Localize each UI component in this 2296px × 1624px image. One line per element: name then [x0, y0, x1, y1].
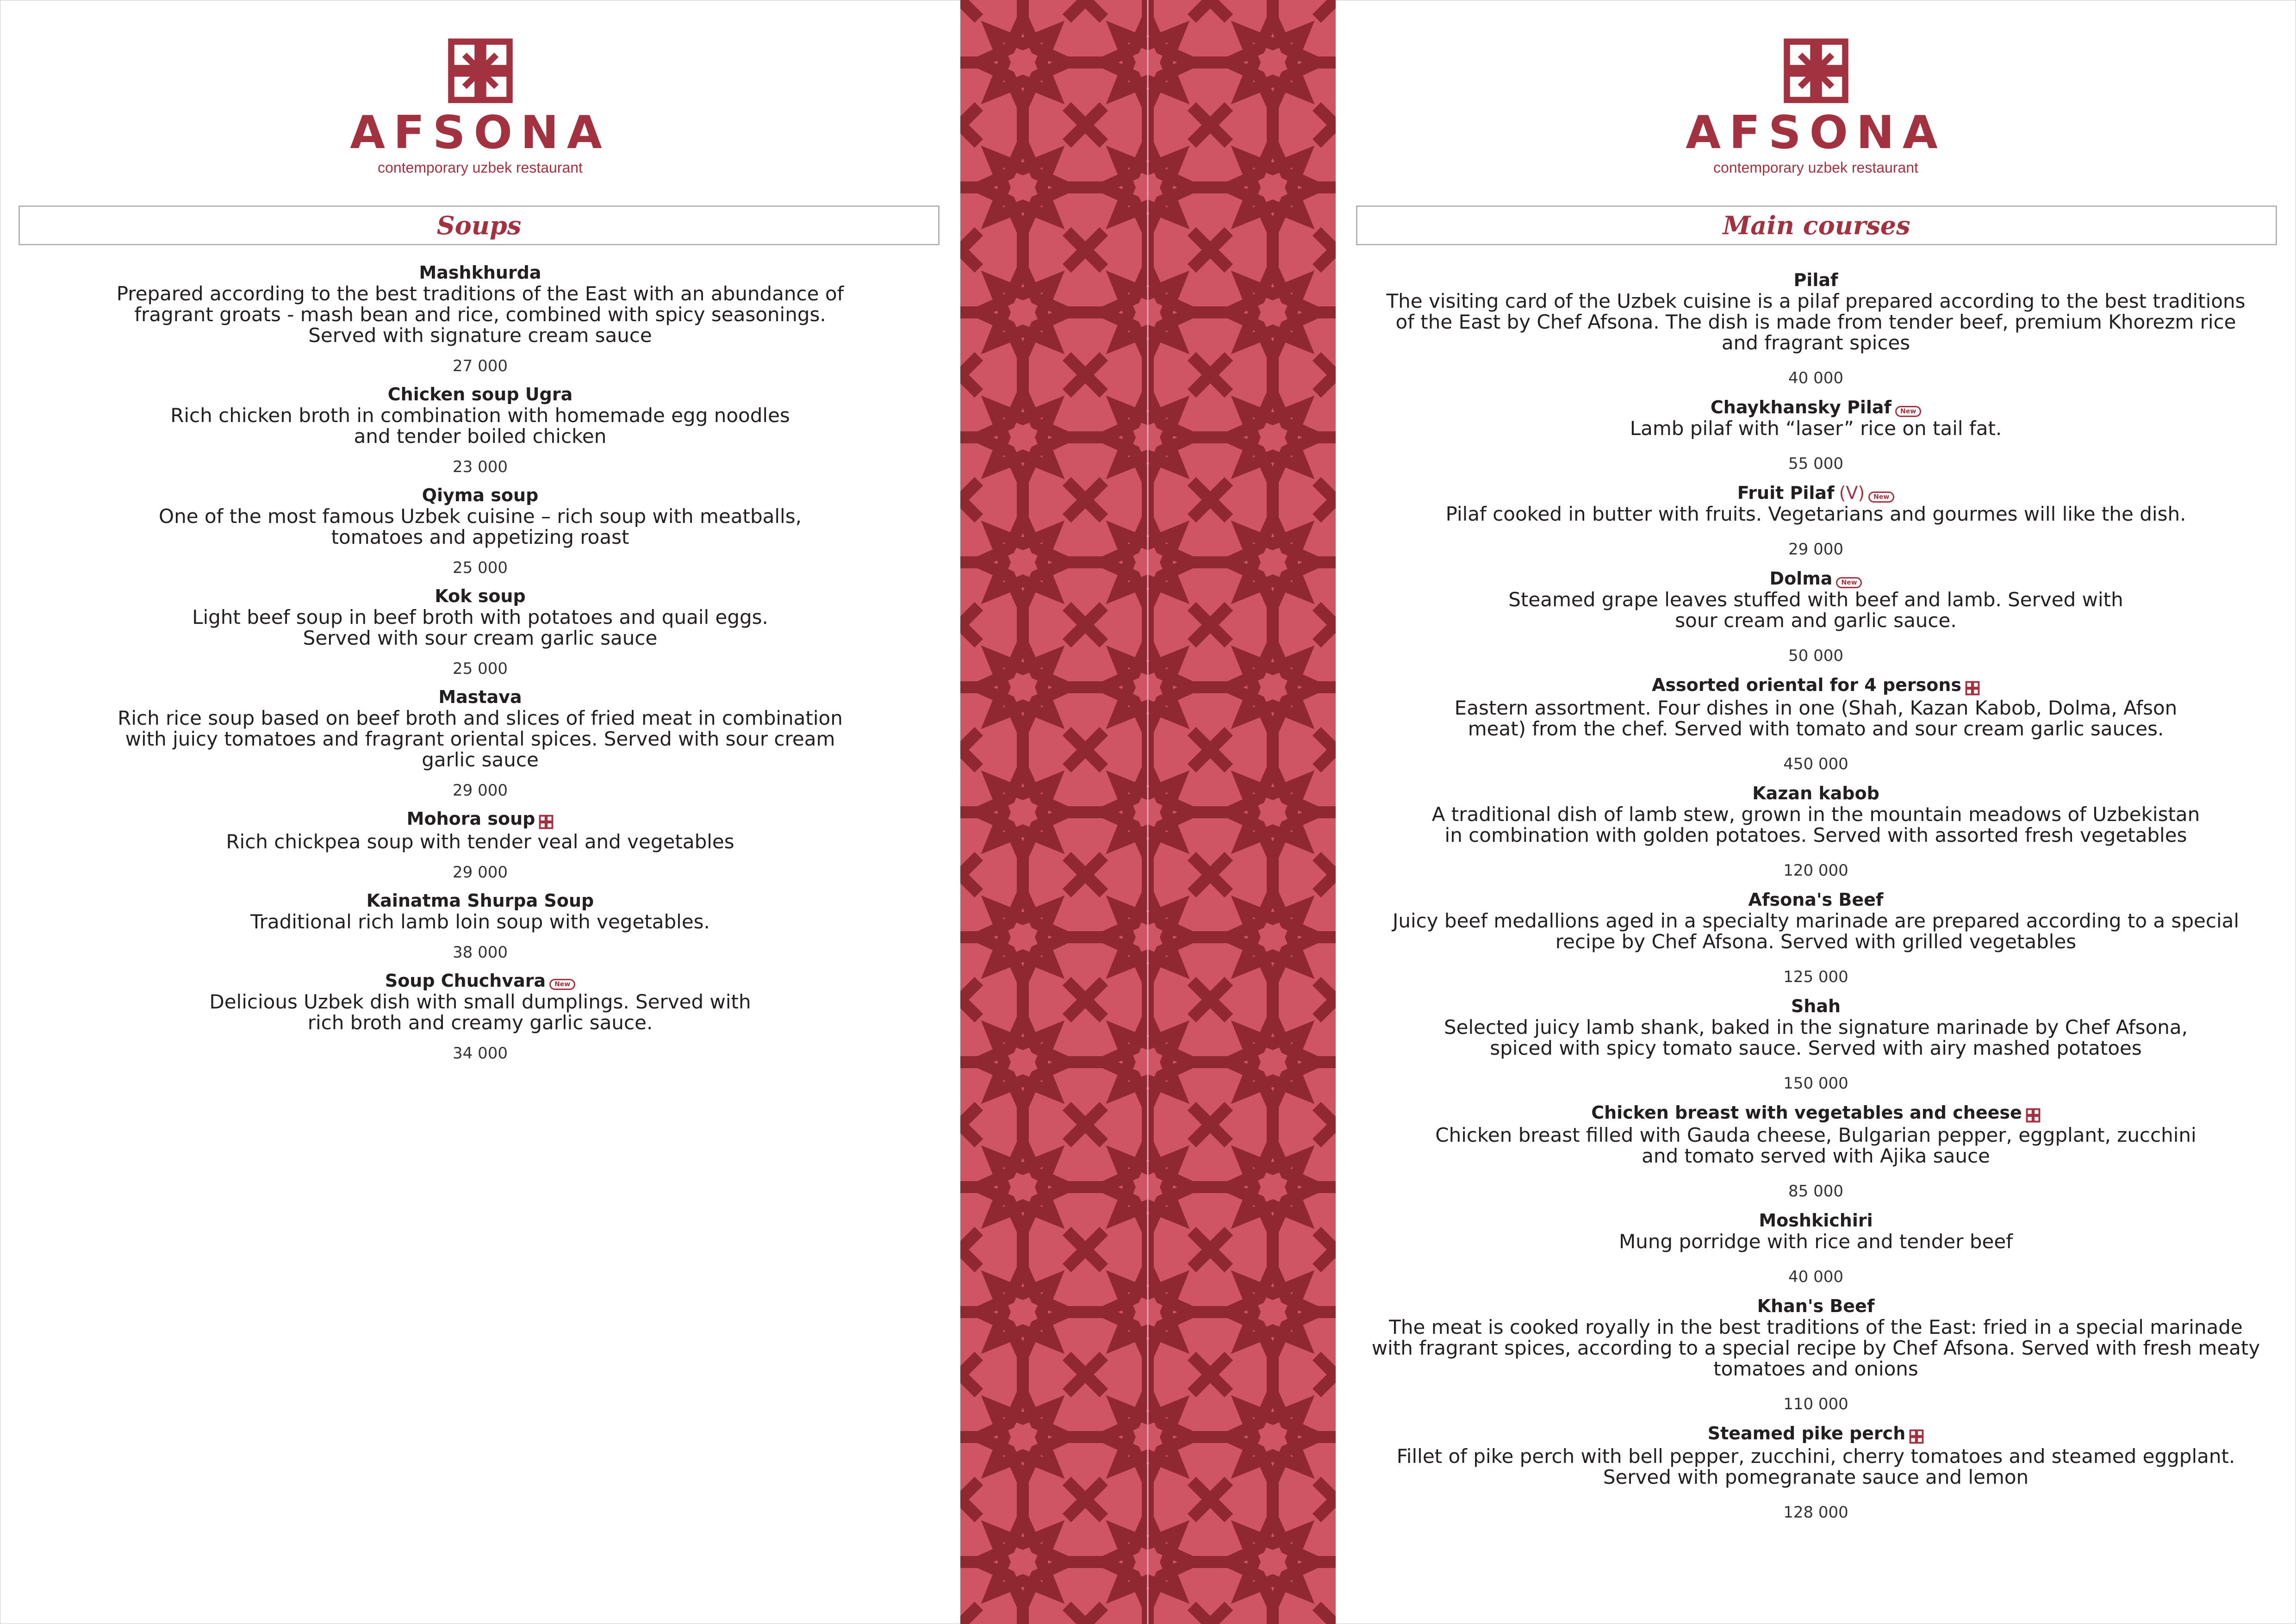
afsona-knot-icon	[2026, 1108, 2041, 1125]
item-price: 29 000	[1788, 540, 1843, 559]
item-price: 150 000	[1783, 1074, 1848, 1093]
item-price: 27 000	[453, 357, 508, 375]
item-name: Kainatma Shurpa Soup	[366, 890, 594, 911]
item-description: Delicious Uzbek dish with small dumplings. Served with rich broth and creamy garlic sauce.	[209, 990, 751, 1034]
item-price: 50 000	[1788, 647, 1843, 665]
item-description: Chicken breast filled with Gauda cheese, Bulgarian pepper, eggplant, zucchini and tomato served with Ajika sauce	[1435, 1124, 2196, 1167]
item-price: 23 000	[453, 458, 508, 476]
logo-left	[0, 36, 960, 176]
brand-tagline: contemporary uzbek restaurant	[378, 159, 583, 176]
new-badge-icon: New	[1836, 577, 1862, 588]
item-price: 110 000	[1783, 1395, 1848, 1413]
item-name: Pilaf	[1793, 270, 1838, 290]
item-name: Afsona's Beef	[1748, 889, 1884, 910]
item-price: 38 000	[453, 943, 508, 962]
item-name: Shah	[1791, 996, 1841, 1016]
menu-item	[1336, 1423, 2296, 1522]
menu-item	[1336, 397, 2296, 473]
item-name: Soup Chuchvara	[385, 970, 546, 991]
item-name: Mastava	[438, 687, 522, 707]
item-name: Khan's Beef	[1757, 1296, 1875, 1316]
decorative-pattern-band	[960, 0, 1336, 1624]
item-price: 450 000	[1783, 754, 1848, 773]
logo-right	[1336, 36, 2296, 176]
item-price: 128 000	[1783, 1503, 1848, 1522]
menu-item	[1336, 269, 2296, 387]
item-name: Chicken breast with vegetables and cheese	[1591, 1102, 2022, 1123]
item-name: Moshkichiri	[1759, 1210, 1873, 1231]
menu-item	[0, 262, 960, 375]
mains-page	[1336, 0, 2296, 1624]
mains-list	[1336, 269, 2296, 1531]
soups-page	[0, 0, 960, 1624]
item-description: Steamed grape leaves stuffed with beef and lamb. Served with sour cream and garlic sauce.	[1508, 588, 2123, 632]
menu-item	[1336, 1210, 2296, 1286]
item-price: 85 000	[1788, 1182, 1843, 1201]
item-name: Kazan kabob	[1752, 783, 1879, 803]
item-name: Mohora soup	[406, 809, 535, 829]
item-name: Chaykhansky Pilaf	[1710, 397, 1892, 417]
item-price: 25 000	[453, 559, 508, 577]
soups-heading-bar	[19, 205, 940, 245]
new-badge-icon: New	[1868, 492, 1894, 503]
item-price: 40 000	[1788, 1268, 1843, 1286]
item-name: Mashkhurda	[419, 262, 541, 283]
item-name: Chicken soup Ugra	[387, 384, 573, 404]
menu-item	[1336, 996, 2296, 1093]
item-description: Pilaf cooked in butter with fruits. Vegetarians and gourmes will like the dish.	[1445, 503, 2186, 525]
afsona-knot-icon	[1965, 681, 1980, 697]
item-description: One of the most famous Uzbek cuisine – rich soup with meatballs, tomatoes and appetizing roast	[159, 505, 802, 548]
menu-item	[1336, 482, 2296, 559]
section-title: Main courses	[1723, 211, 1910, 240]
item-description: The visiting card of the Uzbek cuisine is a pilaf prepared according to the best traditions of the East by Chef Afsona. The dish is made from tender beef, premium Khorezm rice and fragrant spices	[1386, 290, 2246, 354]
new-badge-icon: New	[1895, 406, 1921, 417]
item-description: Rich rice soup based on beef broth and slices of fried meat in combination with juicy tomatoes and fragrant oriental spices. Served with sour cream garlic sauce	[118, 707, 843, 771]
item-description: Mung porridge with rice and tender beef	[1618, 1230, 2013, 1253]
item-description: Juicy beef medallions aged in a specialty marinade are prepared according to a special recipe by Chef Afsona. Served with grilled vegetables	[1392, 909, 2240, 953]
item-description: Selected juicy lamb shank, baked in the signature marinade by Chef Afsona, spiced with spicy tomato sauce. Served with airy mashed potatoes	[1444, 1015, 2188, 1059]
item-name: Fruit Pilaf	[1737, 483, 1835, 503]
item-description: A traditional dish of lamb stew, grown in the mountain meadows of Uzbekistan in combination with golden potatoes. Served with assorted fresh vegetables	[1431, 803, 2200, 846]
brand-name: AFSONA	[350, 106, 610, 159]
menu-item	[1336, 674, 2296, 773]
menu-item	[0, 970, 960, 1063]
menu-item	[1336, 1102, 2296, 1201]
item-description: Rich chickpea soup with tender veal and vegetables	[226, 830, 734, 853]
section-title: Soups	[436, 211, 522, 240]
item-description: The meat is cooked royally in the best traditions of the East: fried in a special marinade with fragrant spices, according to a special recipe by Chef Afsona. Served with fresh meaty tomatoes and onions	[1371, 1316, 2260, 1380]
afsona-knot-icon	[1909, 1429, 1924, 1446]
afsona-knot-icon	[1781, 36, 1851, 106]
item-price: 40 000	[1788, 369, 1843, 387]
item-description: Rich chicken broth in combination with homemade egg noodles and tender boiled chicken	[170, 404, 790, 448]
item-price: 25 000	[453, 660, 508, 678]
menu-item	[0, 485, 960, 577]
item-description: Fillet of pike perch with bell pepper, zucchini, cherry tomatoes and steamed eggplant. Served with pomegranate sauce and lemon	[1396, 1444, 2235, 1488]
item-name: Dolma	[1769, 568, 1833, 589]
brand-tagline: contemporary uzbek restaurant	[1713, 159, 1918, 176]
menu-item	[1336, 568, 2296, 665]
menu-item	[0, 686, 960, 800]
item-price: 55 000	[1788, 454, 1843, 473]
item-price: 120 000	[1783, 861, 1848, 880]
afsona-knot-icon	[446, 36, 515, 106]
mains-heading-bar	[1356, 205, 2277, 245]
new-badge-icon: New	[549, 979, 575, 990]
item-price: 34 000	[453, 1044, 508, 1063]
menu-item	[0, 808, 960, 882]
menu-item	[0, 384, 960, 476]
item-description: Traditional rich lamb loin soup with vegetables.	[250, 910, 710, 933]
item-description: Eastern assortment. Four dishes in one (Shah, Kazan Kabob, Dolma, Afson meat) from the chef. Served with tomato and sour cream garlic sauces.	[1454, 696, 2178, 740]
item-price: 29 000	[453, 781, 508, 800]
vegetarian-badge: (V)	[1839, 483, 1865, 503]
menu-item	[1336, 1295, 2296, 1413]
item-name: Assorted oriental for 4 persons	[1651, 675, 1961, 695]
brand-name: AFSONA	[1686, 106, 1946, 159]
item-name: Steamed pike perch	[1707, 1423, 1906, 1444]
item-description: Prepared according to the best traditions of the East with an abundance of fragrant groats - mash bean and rice, combined with spicy seasonings. Served with signature cream sauce	[116, 282, 844, 347]
menu-item	[1336, 783, 2296, 880]
item-name: Qiyma soup	[422, 485, 539, 505]
item-price: 29 000	[453, 863, 508, 882]
menu-item	[1336, 889, 2296, 986]
item-price: 125 000	[1783, 967, 1848, 986]
item-description: Light beef soup in beef broth with potatoes and quail eggs. Served with sour cream garlic sauce	[192, 606, 768, 649]
menu-item	[0, 890, 960, 962]
item-name: Kok soup	[435, 586, 526, 606]
menu-item	[0, 585, 960, 678]
item-description: Lamb pilaf with “laser” rice on tail fat.	[1630, 417, 2002, 440]
afsona-knot-icon	[539, 815, 554, 831]
soups-list	[0, 262, 960, 1071]
